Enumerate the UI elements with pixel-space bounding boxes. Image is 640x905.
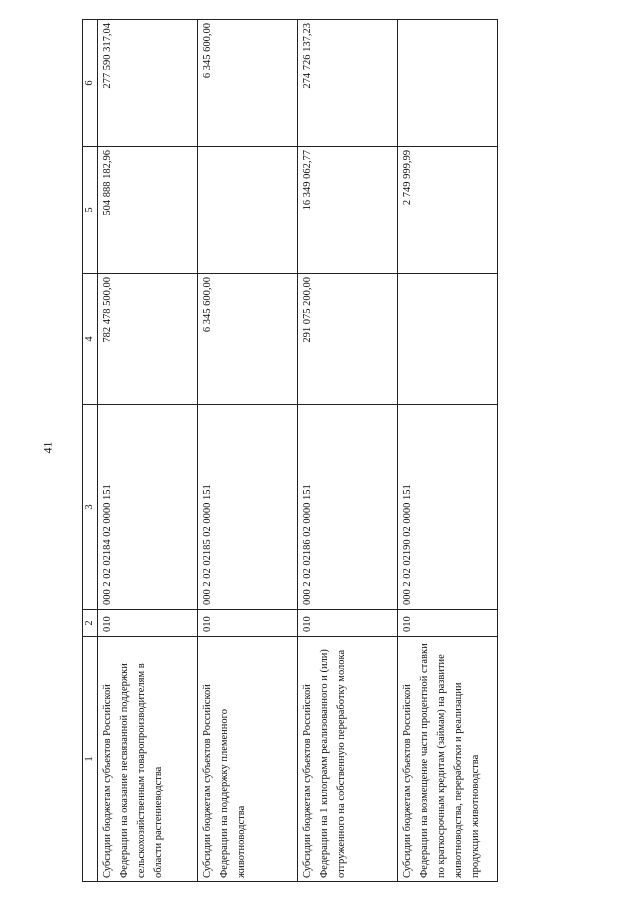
table-row bbox=[98, 20, 198, 882]
row-col6 bbox=[398, 20, 498, 147]
row-name: Субсидии бюджетам субъектов Российской Федерации на оказание несвязанной поддержки сельскохозяйственным товаропроизводителям в области растениеводства bbox=[98, 637, 198, 882]
row-col5 bbox=[198, 147, 298, 274]
header-cell: 1 bbox=[83, 637, 98, 882]
header-cell: 6 bbox=[83, 20, 98, 147]
header-cell: 5 bbox=[83, 147, 98, 274]
rotated-table-wrapper bbox=[82, 20, 595, 882]
budget-table bbox=[82, 19, 498, 882]
row-kbk: 000 2 02 02186 02 0000 151 bbox=[298, 405, 398, 610]
table-row bbox=[398, 20, 498, 882]
row-kbk: 000 2 02 02185 02 0000 151 bbox=[198, 405, 298, 610]
row-col6: 277 590 317,04 bbox=[98, 20, 198, 147]
row-kbk: 000 2 02 02184 02 0000 151 bbox=[98, 405, 198, 610]
row-col6: 6 345 600,00 bbox=[198, 20, 298, 147]
row-kbk: 000 2 02 02190 02 0000 151 bbox=[398, 405, 498, 610]
row-code: 010 bbox=[98, 610, 198, 637]
header-cell: 2 bbox=[83, 610, 98, 637]
row-col4: 782 478 500,00 bbox=[98, 274, 198, 405]
row-code: 010 bbox=[298, 610, 398, 637]
row-col5: 2 749 999,99 bbox=[398, 147, 498, 274]
table-row bbox=[298, 20, 398, 882]
table-row bbox=[198, 20, 298, 882]
header-cell: 3 bbox=[83, 405, 98, 610]
page-number: 41 bbox=[40, 441, 55, 454]
row-col5: 504 888 182,96 bbox=[98, 147, 198, 274]
row-name: Субсидии бюджетам субъектов Российской Федерации на возмещение части процентной ставки по краткосрочным кредитам (займам) на развитие животноводства, переработки и реализации продукции животноводства bbox=[398, 637, 498, 882]
row-name: Субсидии бюджетам субъектов Российской Федерации на поддержку племенного животноводства bbox=[198, 637, 298, 882]
row-col4 bbox=[398, 274, 498, 405]
row-col6: 274 726 137,23 bbox=[298, 20, 398, 147]
row-col4: 6 345 600,00 bbox=[198, 274, 298, 405]
row-col4: 291 075 200,00 bbox=[298, 274, 398, 405]
header-row bbox=[83, 20, 98, 882]
row-code: 010 bbox=[198, 610, 298, 637]
row-col5: 16 349 062,77 bbox=[298, 147, 398, 274]
header-cell: 4 bbox=[83, 274, 98, 405]
row-code: 010 bbox=[398, 610, 498, 637]
row-name: Субсидии бюджетам субъектов Российской Федерации на 1 килограмм реализованного и (или) отгруженного на собственную переработку молока bbox=[298, 637, 398, 882]
